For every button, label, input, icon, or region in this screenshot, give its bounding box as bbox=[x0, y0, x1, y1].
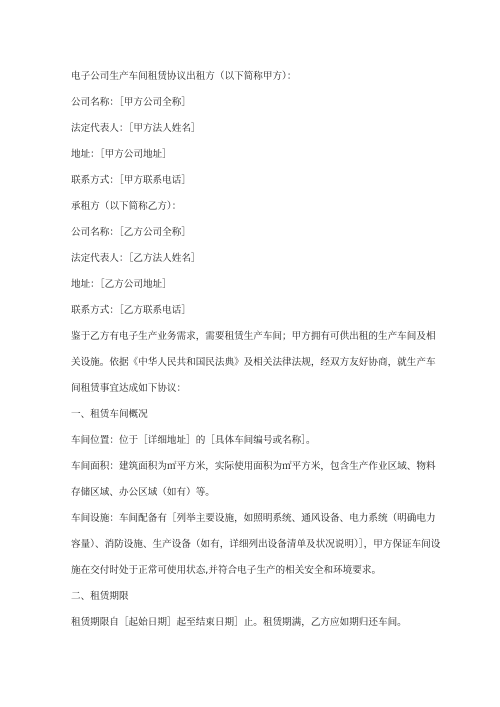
workshop-area-paragraph: 车间面积：建筑面积为㎡平方米，实际使用面积为㎡平方米，包含生产作业区域、物料存储区域、办公区域（如有）等。 bbox=[71, 460, 436, 498]
lessor-contact: 联系方式：［甲方联系电话］ bbox=[71, 175, 191, 186]
lessee-address: 地址：［乙方公司地址］ bbox=[71, 279, 172, 290]
lessee-contact: 联系方式：［乙方联系电话］ bbox=[71, 305, 191, 316]
lessor-company-name: 公司名称：［甲方公司全称］ bbox=[71, 97, 191, 108]
workshop-facilities-paragraph: 车间设施：车间配备有［列举主要设施，如照明系统、通风设备、电力系统（明确电力容量）、消防设施、生产设备（如有，详细列出设备清单及状况说明）］，甲方保证车间设施在交付时处于正常可使用状态,并符合电子生产的相关安全和环境要求。 bbox=[71, 512, 441, 576]
section-2-title: 二、租赁期限 bbox=[71, 591, 129, 602]
section-1-title: 一、租赁车间概况 bbox=[71, 409, 148, 420]
doc-title-line: 电子公司生产车间租赁协议出租方（以下简称甲方）： bbox=[71, 71, 297, 82]
lessor-legal-rep: 法定代表人：［甲方法人姓名］ bbox=[71, 123, 201, 134]
intro-paragraph: 鉴于乙方有电子生产业务需求，需要租赁生产车间；甲方拥有可供出租的生产车间及相关设施。依据《中华人民共和国民法典》及相关法律法规，经双方友好协商，就生产车间租赁事宜达成如下协议： bbox=[71, 330, 436, 394]
lessee-legal-rep: 法定代表人：［乙方法人姓名］ bbox=[71, 253, 201, 264]
lessee-heading: 承租方（以下简称乙方）： bbox=[71, 201, 182, 212]
workshop-location-line: 车间位置：位于［详细地址］的［具体车间编号或名称］。 bbox=[71, 435, 316, 446]
lessor-address: 地址：［甲方公司地址］ bbox=[71, 149, 172, 160]
lessee-company-name: 公司名称：［乙方公司全称］ bbox=[71, 227, 191, 238]
lease-term-line: 租赁期限自［起始日期］起至结束日期］止。租赁期满，乙方应如期归还车间。 bbox=[71, 617, 407, 628]
